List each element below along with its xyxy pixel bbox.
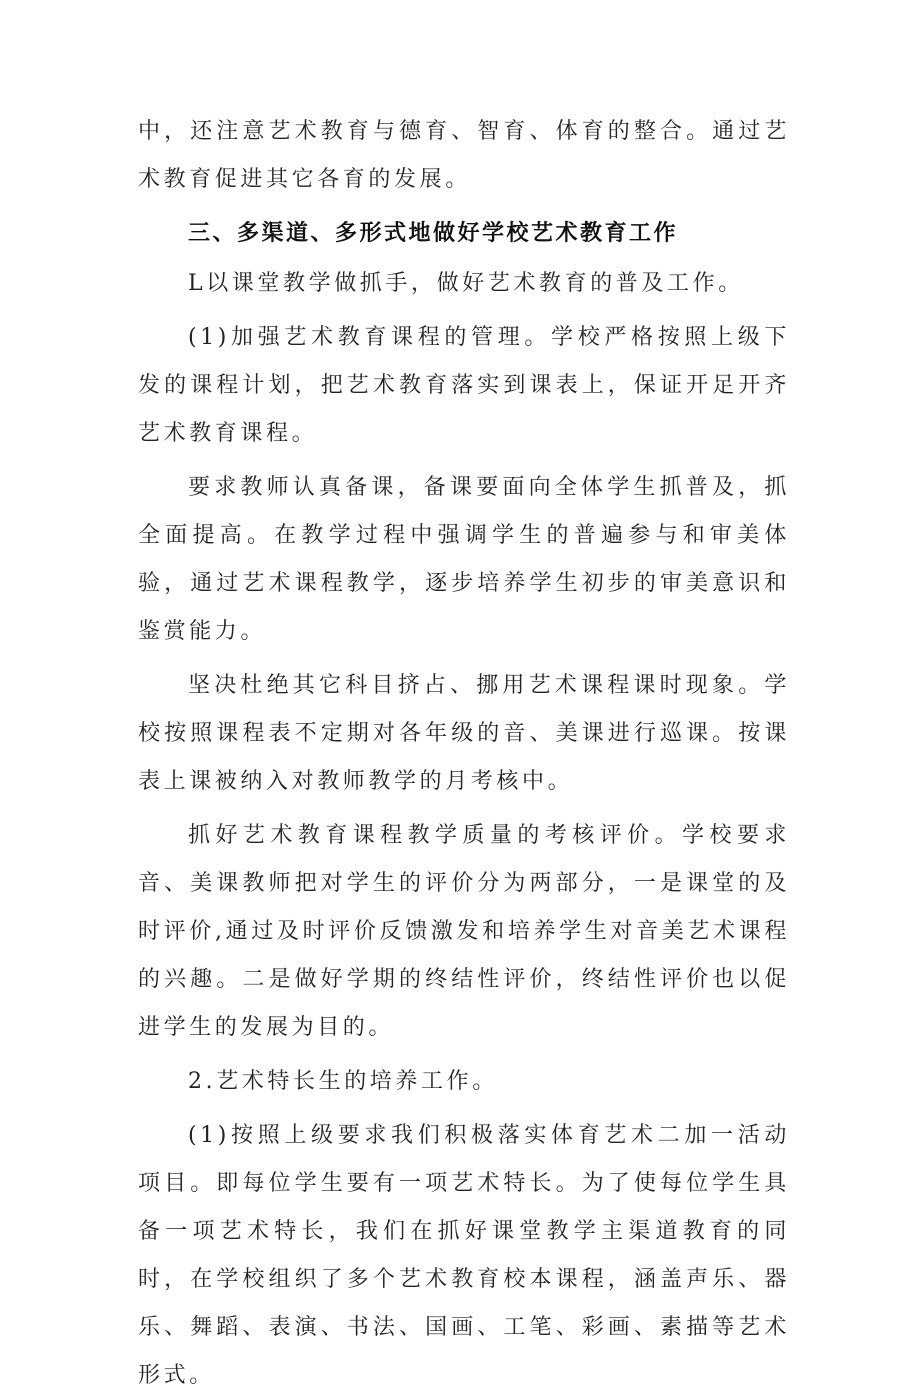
paragraph-lesson-preparation: 要求教师认真备课，备课要面向全体学生抓普及，抓全面提高。在教学过程中强调学生的普遍参与和审美体验，通过艺术课程教学，逐步培养学生初步的审美意识和鉴赏能力。 bbox=[138, 475, 790, 644]
document-body bbox=[138, 108, 790, 1400]
paragraph-continuation: 中，还注意艺术教育与德育、智育、体育的整合。通过艺术教育促进其它各育的发展。 bbox=[138, 119, 790, 192]
paragraph-evaluation: 抓好艺术教育课程教学质量的考核评价。学校要求音、美课教师把对学生的评价分为两部分，一是课堂的及时评价,通过及时评价反馈激发和培养学生对音美艺术课程的兴趣。二是做好学期的终结性评价，终结性评价也以促进学生的发展为目的。 bbox=[138, 823, 790, 1040]
paragraph-classroom-teaching: L以课堂教学做抓手，做好艺术教育的普及工作。 bbox=[188, 271, 744, 296]
paragraph-class-hours: 坚决杜绝其它科目挤占、挪用艺术课程课时现象。学校按照课程表不定期对各年级的音、美课进行巡课。按课表上课被纳入对教师教学的月考核中。 bbox=[138, 673, 790, 794]
section-heading-3: 三、多渠道、多形式地做好学校艺术教育工作 bbox=[188, 221, 679, 246]
paragraph-activity-projects: (1)按照上级要求我们积极落实体育艺术二加一活动项目。即每位学生要有一项艺术特长。为了使每位学生具备一项艺术特长，我们在抓好课堂教学主渠道教育的同时，在学校组织了多个艺术教育校本课程，涵盖声乐、器乐、舞蹈、表演、书法、国画、工笔、彩画、素描等艺术形式。 bbox=[138, 1123, 790, 1388]
paragraph-course-management: (1)加强艺术教育课程的管理。学校严格按照上级下发的课程计划，把艺术教育落实到课表上，保证开足开齐艺术教育课程。 bbox=[138, 325, 790, 446]
paragraph-talent-training: 2.艺术特长生的培养工作。 bbox=[188, 1069, 498, 1094]
